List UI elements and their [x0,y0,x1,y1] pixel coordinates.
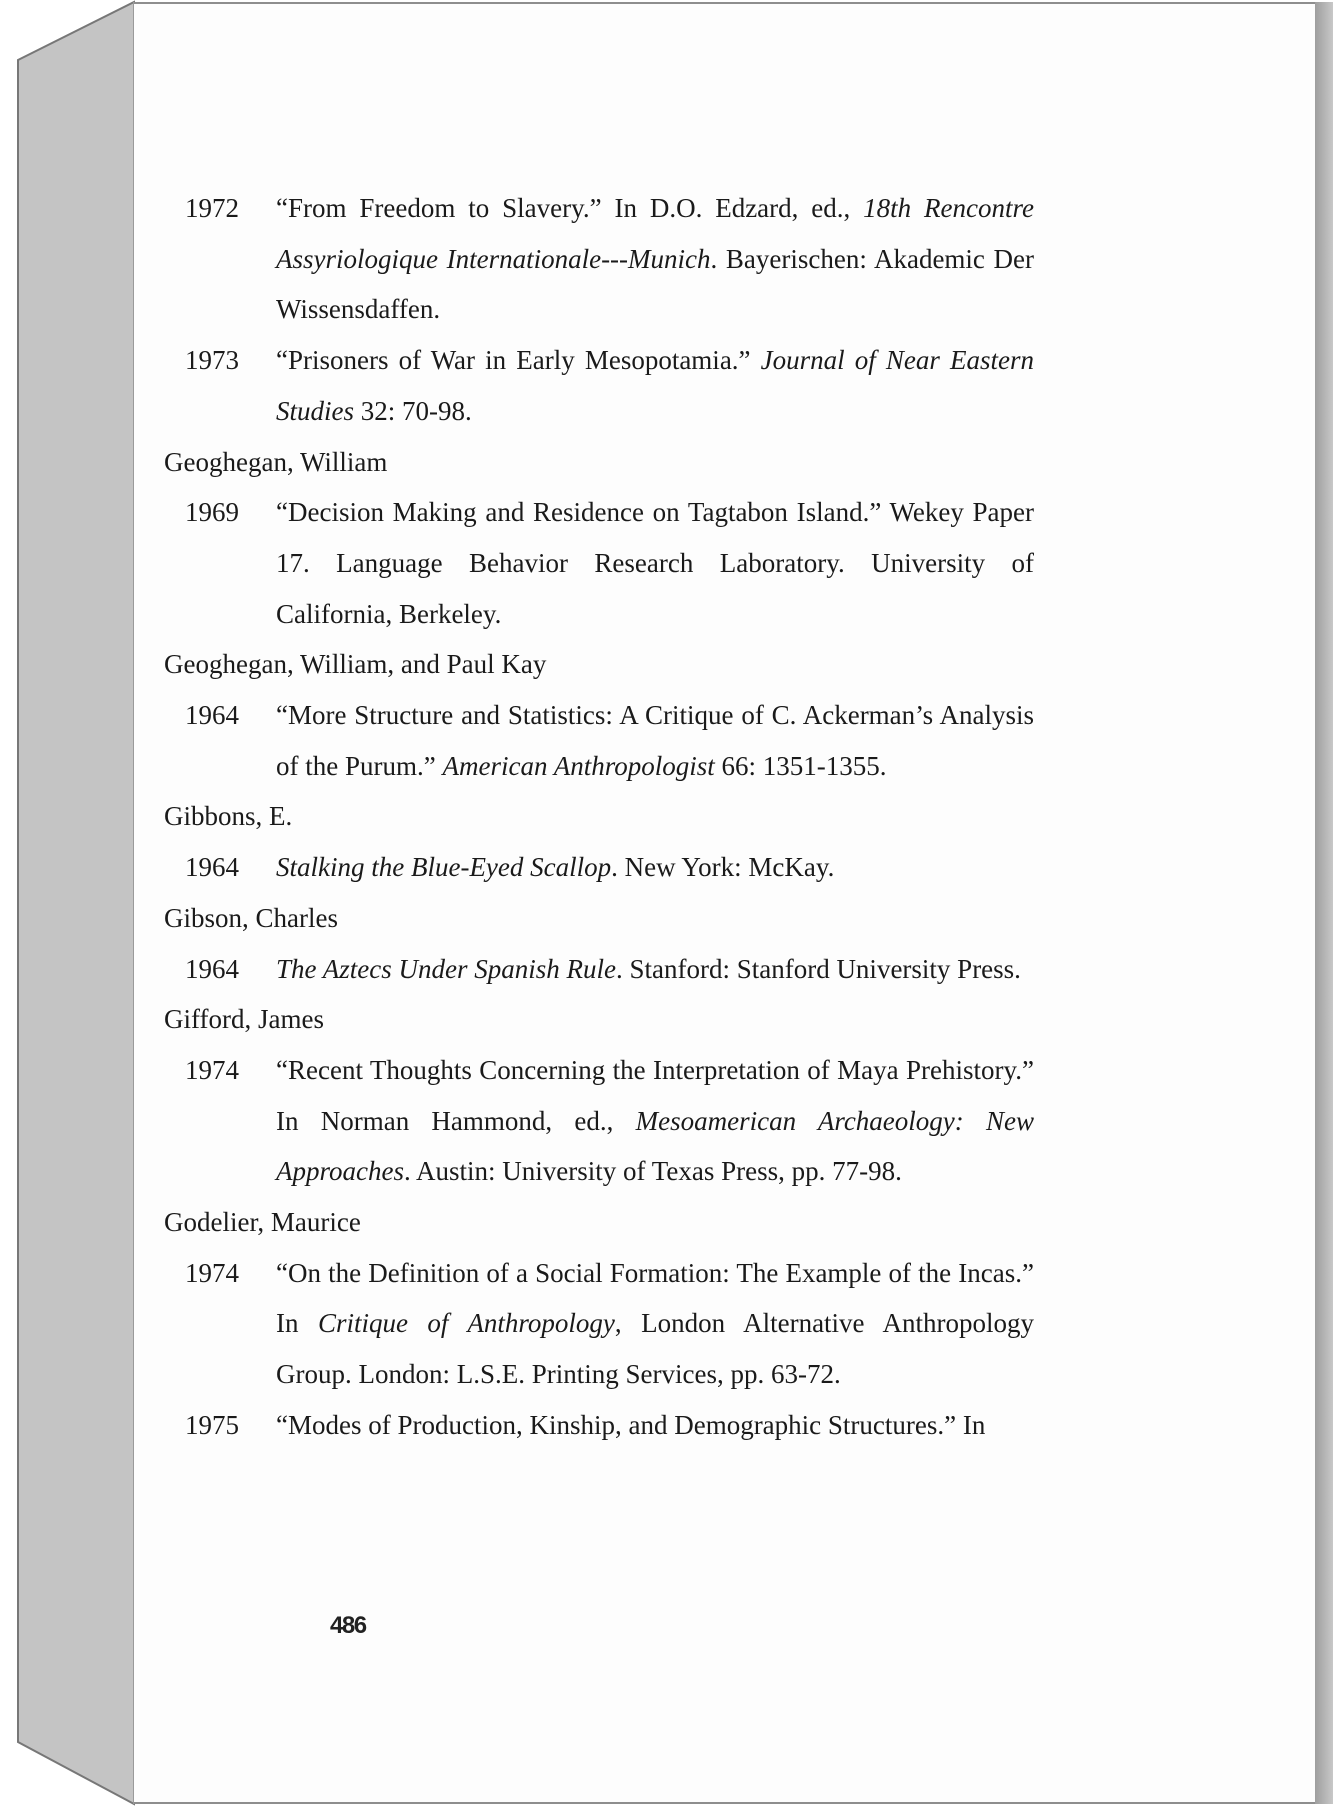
citation-text: 32: 70-98. [354,395,472,426]
citation-text: “Prisoners of War in Early Mesopotamia.” [276,345,761,376]
entry-citation [276,1045,1034,1197]
bibliography-entry [164,335,1034,436]
citation-text: 66: 1351-1355. [714,750,887,781]
entry-year: 1972 [185,193,239,223]
bibliography-entry [164,487,1034,639]
author-heading: Gibson, Charles [164,902,338,933]
entry-year: 1975 [185,1409,239,1440]
bibliography-entry [164,944,1034,995]
book-spine [0,0,140,1806]
citation-text: “Modes of Production, Kinship, and Demographic Structures.” In [276,1409,986,1440]
entry-year: 1964 [185,852,239,883]
citation-text: . New York: McKay. [611,852,835,883]
citation-text: , London Alternative Anthropology Group. London: L.S.E. Printing Services, pp. 63-72. [276,1308,1035,1390]
entry-year: 1973 [185,345,239,376]
citation-title: 18th Rencontre Assyriologique Internationale---Munich [276,193,1035,274]
bibliography-entry [164,1248,1034,1400]
bibliography-entry [164,842,1034,893]
citation-text: “Recent Thoughts Concerning the Interpretation of Maya Prehistory.” In Norman Hammond, ed., [276,1054,1034,1136]
bibliography-entry [164,183,1034,335]
citation-title: Critique of Anthropology [317,1308,615,1339]
entry-year: 1974 [185,1054,239,1085]
citation-title: Mesoamerican Archaeology: New Approaches [276,1105,1035,1187]
citation-title: American Anthropologist [442,750,715,781]
entry-citation [276,842,1034,893]
entry-year: 1969 [185,497,239,528]
author-heading: Geoghegan, William, and Paul Kay [164,649,547,680]
entry-citation [276,1248,1034,1400]
entry-citation [276,1400,1034,1451]
entry-citation [276,944,1034,995]
entry-citation [276,335,1034,436]
citation-text: “From Freedom to Slavery.” In D.O. Edzard, ed., [276,193,864,223]
author-heading: Geoghegan, William [164,446,388,477]
citation-title: Journal of Near Eastern Studies [276,345,1034,426]
bibliography-entry [164,690,1034,791]
entry-year: 1964 [185,700,239,731]
citation-title: The Aztecs Under Spanish Rule [276,953,616,984]
bibliography-list [164,183,1034,1451]
page-number: 486 [330,1612,366,1639]
bibliography-entry [164,1045,1034,1197]
citation-text: . Stanford: Stanford University Press. [615,953,1021,984]
citation-title: Stalking the Blue-Eyed Scallop [276,852,612,883]
citation-text: . Austin: University of Texas Press, pp. 77-98. [403,1156,902,1187]
entry-citation [276,487,1034,639]
author-heading: Gifford, James [164,1004,324,1035]
citation-text: . Bayerischen: Akademic Der Wissensdaffen. [276,243,1034,325]
author-heading: Gibbons, E. [164,801,293,832]
entry-year: 1964 [185,953,239,984]
citation-text: “Decision Making and Residence on Tagtabon Island.” Wekey Paper 17. Language Behavior Research Laboratory. University of California, Berkeley. [276,497,1034,629]
citation-text: “On the Definition of a Social Formation: The Example of the Incas.” In [276,1257,1034,1339]
entry-citation [276,690,1034,791]
bibliography-entry [164,1400,1034,1451]
citation-text: “More Structure and Statistics: A Critique of C. Ackerman’s Analysis of the Purum.” [276,700,1034,781]
entry-year: 1974 [185,1257,239,1288]
entry-citation [276,183,1034,335]
author-heading: Godelier, Maurice [164,1207,361,1238]
